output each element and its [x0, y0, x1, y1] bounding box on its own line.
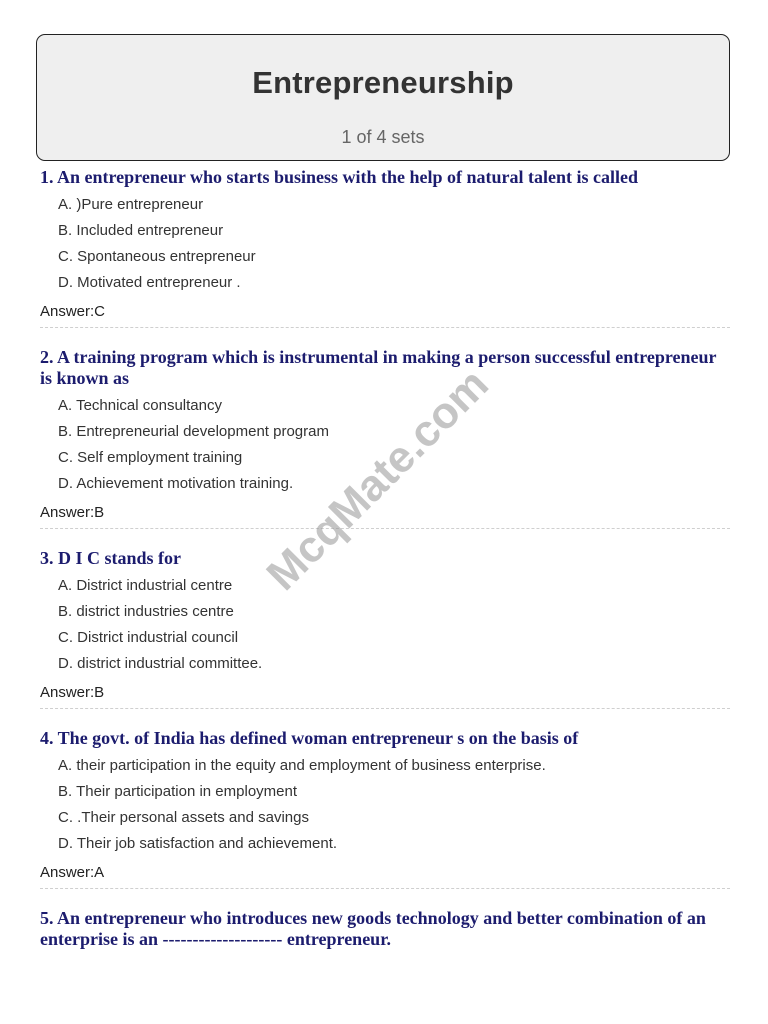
watermark: McqMate.com	[257, 359, 498, 600]
question-block	[40, 908, 730, 950]
set-indicator: 1 of 4 sets	[341, 127, 425, 147]
option-list	[40, 573, 730, 677]
question-text: 5. An entrepreneur who introduces new goods technology and better combination of an enterprise is an -------------------- entrepreneur.	[40, 908, 706, 949]
option-a: A. Technical consultancy	[58, 397, 222, 414]
option-b: B. Included entrepreneur	[58, 222, 224, 239]
answer-label: Answer:C	[40, 303, 106, 320]
option-c: C. Self employment training	[58, 449, 243, 466]
answer-label: Answer:A	[40, 864, 105, 881]
question-text: 1. An entrepreneur who starts business with the help of natural talent is called	[40, 167, 639, 187]
option-list	[40, 192, 730, 296]
option-a: A. )Pure entrepreneur	[58, 196, 204, 213]
option-d: D. district industrial committee.	[58, 655, 263, 672]
option-d: D. Motivated entrepreneur .	[58, 274, 241, 291]
option-b: B. Their participation in employment	[58, 783, 298, 800]
option-list	[40, 393, 730, 497]
question-block	[40, 167, 730, 322]
option-d: D. Achievement motivation training.	[58, 475, 294, 492]
option-b: B. Entrepreneurial development program	[58, 423, 329, 440]
question-divider	[40, 888, 730, 889]
question-divider	[40, 528, 730, 529]
option-d: D. Their job satisfaction and achievement.	[58, 835, 338, 852]
option-c: C. Spontaneous entrepreneur	[58, 248, 256, 265]
page-title: Entrepreneurship	[252, 65, 514, 100]
question-block	[40, 728, 730, 883]
option-a: A. their participation in the equity and employment of business enterprise.	[58, 757, 546, 774]
question-divider	[40, 708, 730, 709]
question-text: 3. D I C stands for	[40, 548, 182, 568]
answer-label: Answer:B	[40, 684, 105, 701]
page-header	[36, 34, 730, 161]
answer-label: Answer:B	[40, 504, 105, 521]
question-block	[40, 347, 730, 523]
option-list	[40, 753, 730, 857]
question-text: 2. A training program which is instrumental in making a person successful entrepreneur is known as	[40, 347, 717, 388]
option-c: C. .Their personal assets and savings	[58, 809, 309, 826]
option-c: C. District industrial council	[58, 629, 239, 646]
question-text: 4. The govt. of India has defined woman entrepreneur s on the basis of	[40, 728, 579, 748]
option-a: A. District industrial centre	[58, 577, 233, 594]
question-divider	[40, 327, 730, 328]
option-b: B. district industries centre	[58, 603, 234, 620]
question-block	[40, 548, 730, 703]
